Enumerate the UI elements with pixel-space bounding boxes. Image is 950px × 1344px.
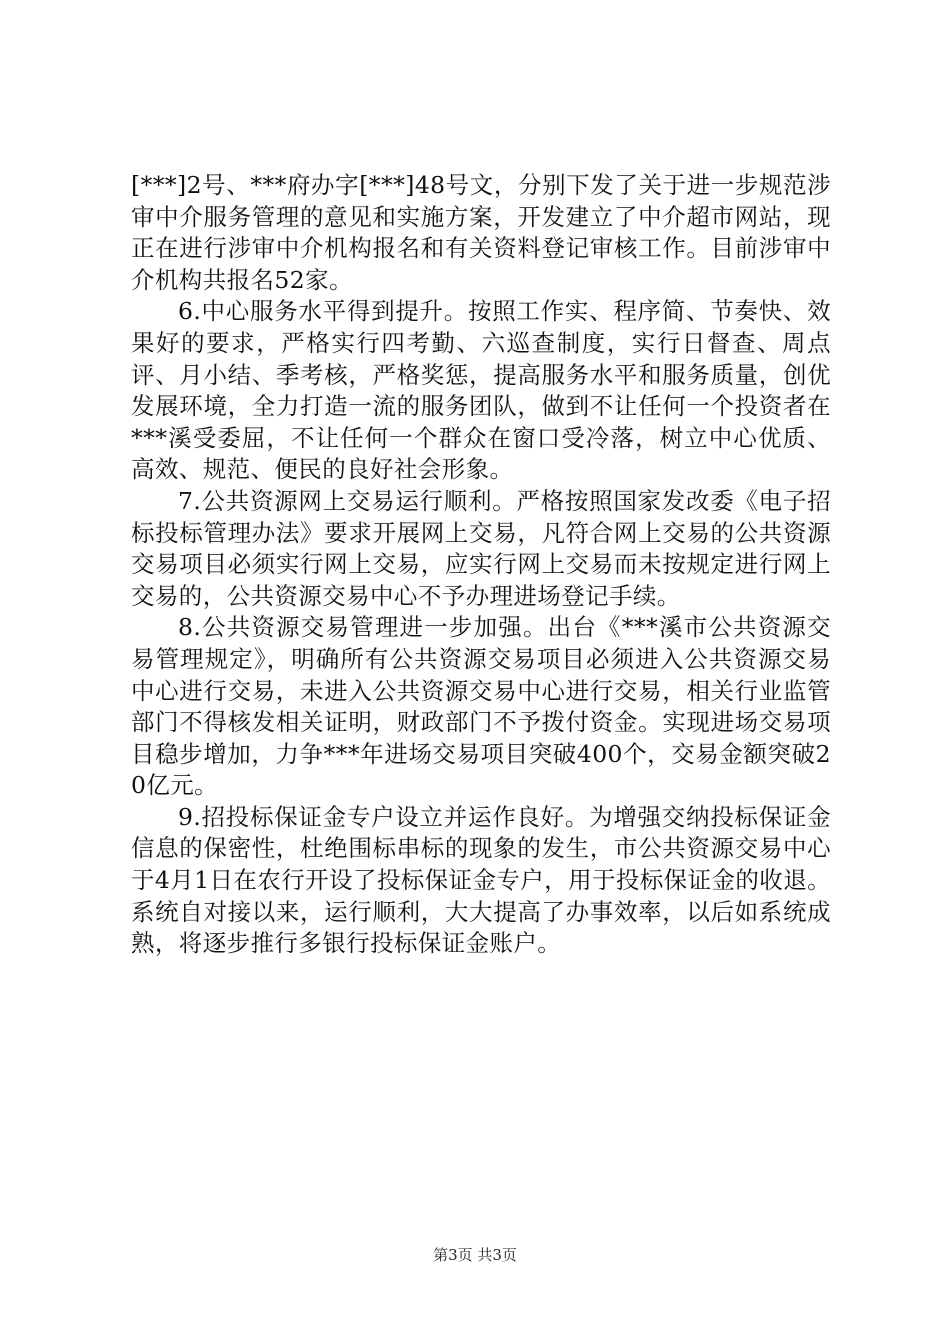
paragraph-item-8: 8.公共资源交易管理进一步加强。出台《***溪市公共资源交易管理规定》，明确所有公共资源交易项目必须进入公共资源交易中心进行交易，未进入公共资源交易中心进行交易，相关行业监管部门不得核发相关证明，财政部门不予拨付资金。实现进场交易项目稳步增加，力争***年进场交易项目突破400个，交易金额突破20亿元。: [131, 613, 831, 800]
paragraph-continuation: [***]2号、***府办字[***]48号文，分别下发了关于进一步规范涉审中介服务管理的意见和实施方案，开发建立了中介超市网站，现正在进行涉审中介机构报名和有关资料登记审核工作。目前涉审中介机构共报名52家。: [131, 171, 831, 294]
paragraph-item-9: 9.招投标保证金专户设立并运作良好。为增强交纳投标保证金信息的保密性，杜绝围标串标的现象的发生，市公共资源交易中心于4月1日在农行开设了投标保证金专户，用于投标保证金的收退。系统自对接以来，运行顺利，大大提高了办事效率，以后如系统成熟，将逐步推行多银行投标保证金账户。: [131, 802, 831, 958]
document-body: [131, 170, 831, 960]
paragraph-item-7: 7.公共资源网上交易运行顺利。严格按照国家发改委《电子招标投标管理办法》要求开展网上交易，凡符合网上交易的公共资源交易项目必须实行网上交易，应实行网上交易而未按规定进行网上交易的，公共资源交易中心不予办理进场登记手续。: [131, 486, 831, 610]
paragraph-item-6: 6.中心服务水平得到提升。按照工作实、程序简、节奏快、效果好的要求，严格实行四考勤、六巡查制度，实行日督查、周点评、月小结、季考核，严格奖惩，提高服务水平和服务质量，创优发展环境，全力打造一流的服务团队，做到不让任何一个投资者在***溪受委屈，不让任何一个群众在窗口受冷落，树立中心优质、高效、规范、便民的良好社会形象。: [131, 297, 831, 484]
page-footer: 第3页 共3页: [433, 1246, 517, 1264]
